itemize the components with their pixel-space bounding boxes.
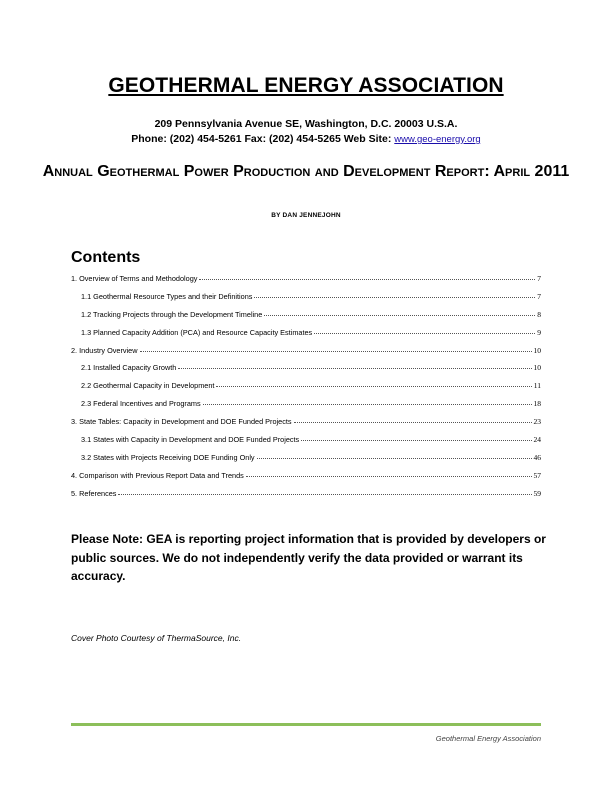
toc-entry-label: 2. Industry Overview — [71, 345, 138, 355]
address-line: 209 Pennsylvania Avenue SE, Washington, D.C. 20003 U.S.A. — [154, 118, 458, 130]
toc-dot-leader — [301, 432, 531, 441]
toc-dot-leader — [254, 289, 535, 298]
toc-entry-page: 46 — [533, 452, 541, 462]
toc-entry-page: 7 — [537, 274, 541, 283]
toc-entry[interactable] — [71, 451, 541, 462]
disclaimer-note: Please Note: GEA is reporting project information that is provided by developers or public sources. We do not independently verify the data provided or warrant its accuracy. — [71, 532, 546, 583]
toc-entry[interactable] — [71, 290, 541, 301]
toc-entry[interactable] — [71, 326, 541, 337]
toc-dot-leader — [294, 414, 532, 423]
toc-entry-label: 4. Comparison with Previous Report Data and Trends — [71, 470, 244, 480]
toc-entry-page: 57 — [533, 470, 541, 480]
report-title: Annual Geothermal Power Production and Development Report: April 2011 — [42, 163, 570, 180]
toc-entry[interactable] — [71, 397, 541, 408]
toc-dot-leader — [140, 343, 532, 352]
toc-entry[interactable] — [71, 433, 541, 444]
toc-entry[interactable] — [71, 272, 541, 283]
contact-line — [0, 133, 612, 145]
footer-text: Geothermal Energy Association — [435, 734, 541, 743]
toc-dot-leader — [118, 486, 531, 495]
toc-entry-label: 3. State Tables: Capacity in Development and DOE Funded Projects — [71, 417, 292, 427]
toc-entry[interactable] — [71, 344, 541, 355]
toc-dot-leader — [203, 396, 532, 405]
toc-entry[interactable] — [71, 308, 541, 319]
toc-entry-label: 3.1 States with Capacity in Development and DOE Funded Projects — [81, 435, 300, 445]
toc-entry-label: 1.3 Planned Capacity Addition (PCA) and Resource Capacity Estimates — [81, 327, 313, 337]
toc-dot-leader — [257, 450, 532, 459]
report-author: BY DAN JENNEJOHN — [271, 212, 341, 219]
toc-entry-label: 1. Overview of Terms and Methodology — [71, 274, 198, 283]
toc-entry-label: 2.2 Geothermal Capacity in Development — [81, 381, 215, 391]
toc-entry[interactable] — [71, 361, 541, 372]
toc-entry-label: 1.2 Tracking Projects through the Development Timeline — [81, 309, 263, 319]
toc-entry-page: 10 — [533, 345, 541, 355]
toc-entry-page: 24 — [533, 435, 541, 445]
toc-entry-page: 59 — [533, 488, 541, 498]
toc-dot-leader — [314, 325, 535, 334]
toc-entry-page: 8 — [537, 309, 541, 319]
toc-entry[interactable] — [71, 415, 541, 426]
toc-entry-label: 3.2 States with Projects Receiving DOE Funding Only — [81, 452, 255, 462]
phone-fax-label: Phone: (202) 454-5261 Fax: (202) 454-5265 Web Site: — [131, 133, 392, 145]
toc-entry-page: 7 — [537, 291, 541, 301]
toc-dot-leader — [216, 378, 531, 387]
org-title: GEOTHERMAL ENERGY ASSOCIATION — [108, 74, 504, 97]
contents-heading: Contents — [71, 249, 141, 266]
toc-entry-page: 18 — [533, 399, 541, 409]
toc-dot-leader — [246, 468, 532, 477]
footer-rule — [71, 723, 541, 726]
toc-entry[interactable] — [71, 379, 541, 390]
toc-entry-label: 5. References — [71, 488, 117, 498]
toc-dot-leader — [264, 307, 535, 316]
toc-entry-page: 9 — [537, 327, 541, 337]
toc-entry-label: 1.1 Geothermal Resource Types and their Definitions — [81, 291, 253, 301]
toc-entry[interactable] — [71, 487, 541, 498]
toc-entry[interactable] — [71, 469, 541, 480]
photo-credit: Cover Photo Courtesy of ThermaSource, Inc. — [71, 633, 242, 643]
toc-entry-page: 10 — [533, 363, 541, 373]
table-of-contents — [71, 272, 541, 505]
toc-dot-leader — [199, 271, 535, 280]
toc-entry-page: 11 — [533, 381, 541, 391]
toc-entry-page: 23 — [533, 417, 541, 427]
toc-dot-leader — [178, 360, 531, 369]
toc-entry-label: 2.1 Installed Capacity Growth — [81, 363, 177, 373]
toc-entry-label: 2.3 Federal Incentives and Programs — [81, 399, 201, 409]
website-link[interactable]: www.geo-energy.org — [394, 134, 481, 145]
